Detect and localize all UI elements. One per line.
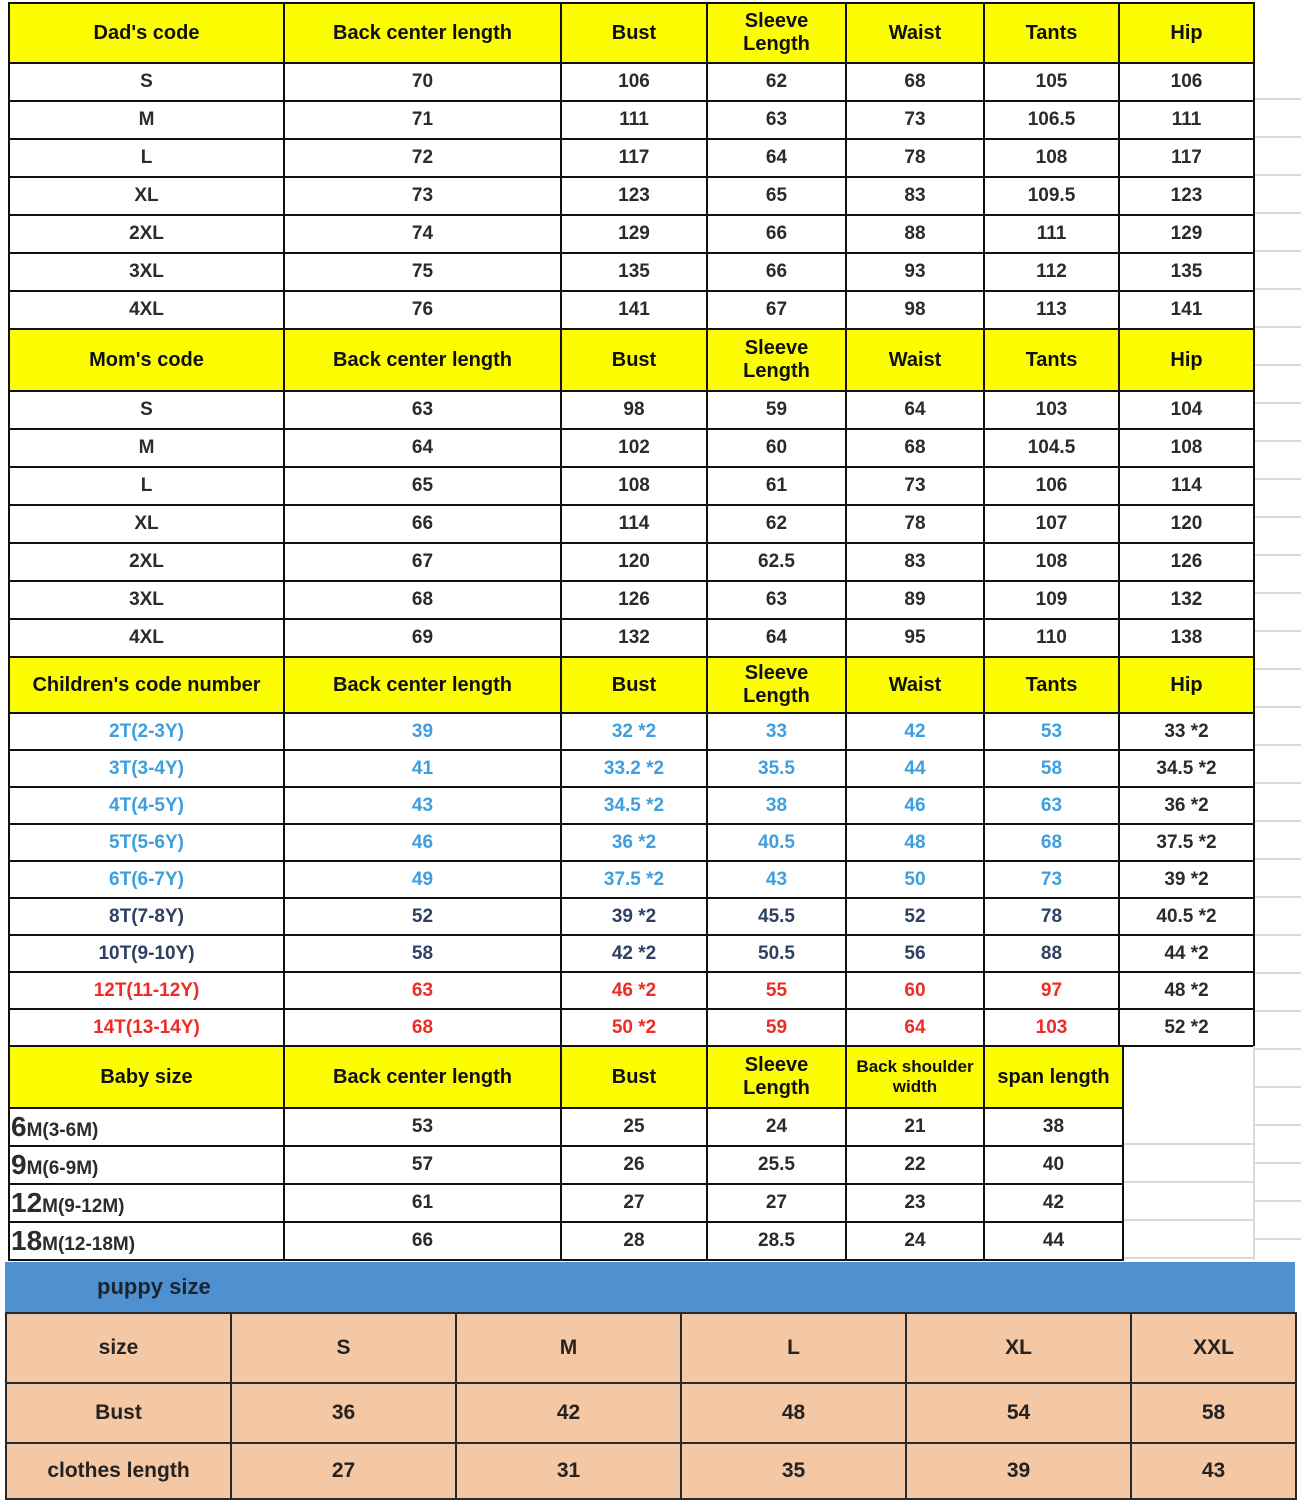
table-cell: 106 [984, 467, 1119, 505]
table-cell: 66 [707, 253, 846, 291]
table-cell: 110 [984, 619, 1119, 657]
table-cell: 31 [456, 1443, 681, 1499]
table-cell: 52 *2 [1119, 1009, 1254, 1046]
table-cell: 141 [561, 291, 707, 329]
table-cell: 95 [846, 619, 984, 657]
table-row [9, 824, 1254, 861]
table-cell: 58 [284, 935, 561, 972]
spreadsheet-gridline-vertical [1253, 1046, 1255, 1260]
table-cell: 117 [1119, 139, 1254, 177]
table-cell: 112 [984, 253, 1119, 291]
table-cell: 53 [284, 1108, 561, 1146]
table-cell: 63 [284, 972, 561, 1009]
table-cell: 135 [561, 253, 707, 291]
table-cell: 48 *2 [1119, 972, 1254, 1009]
table-cell: 3XL [9, 581, 284, 619]
table-cell: 111 [984, 215, 1119, 253]
table-cell: 52 [846, 898, 984, 935]
table-cell: 67 [707, 291, 846, 329]
table-cell: 106 [1119, 63, 1254, 101]
table-cell: XL [9, 177, 284, 215]
table-cell: 109.5 [984, 177, 1119, 215]
table-cell: 50.5 [707, 935, 846, 972]
table-cell: 120 [561, 543, 707, 581]
table-cell: 36 *2 [561, 824, 707, 861]
table-cell: 69 [284, 619, 561, 657]
table-cell: 42 *2 [561, 935, 707, 972]
table-cell: 33.2 *2 [561, 750, 707, 787]
table-cell: 61 [707, 467, 846, 505]
table-cell: 104.5 [984, 429, 1119, 467]
table-cell: 57 [284, 1146, 561, 1184]
table-cell: 37.5 *2 [1119, 824, 1254, 861]
baby-header-row [9, 1046, 1123, 1108]
header-cell: Hip [1119, 329, 1254, 391]
table-cell: 111 [1119, 101, 1254, 139]
table-row [9, 972, 1254, 1009]
header-cell: Waist [846, 329, 984, 391]
table-cell: 73 [984, 861, 1119, 898]
table-cell: M [9, 429, 284, 467]
table-cell: 44 [984, 1222, 1123, 1260]
table-cell: 35.5 [707, 750, 846, 787]
table-cell: 126 [1119, 543, 1254, 581]
table-cell: 102 [561, 429, 707, 467]
table-cell: 3XL [9, 253, 284, 291]
table-cell: 97 [984, 972, 1119, 1009]
table-cell: 65 [707, 177, 846, 215]
baby-size-table [8, 1045, 1124, 1261]
table-cell: 108 [561, 467, 707, 505]
header-cell: Back shoulder width [846, 1046, 984, 1108]
table-row [6, 1443, 1296, 1499]
table-cell: 113 [984, 291, 1119, 329]
table-cell: 132 [1119, 581, 1254, 619]
table-cell: 88 [984, 935, 1119, 972]
table-cell: 103 [984, 391, 1119, 429]
table-cell: 60 [707, 429, 846, 467]
table-cell: 76 [284, 291, 561, 329]
table-cell: 59 [707, 391, 846, 429]
table-cell: 78 [984, 898, 1119, 935]
table-row [9, 1108, 1123, 1146]
table-row [9, 935, 1254, 972]
table-cell: L [9, 139, 284, 177]
table-cell: 33 [707, 713, 846, 750]
table-cell: 66 [284, 1222, 561, 1260]
header-cell: Hip [1119, 3, 1254, 63]
table-cell: 40.5 *2 [1119, 898, 1254, 935]
table-row [9, 750, 1254, 787]
table-cell: 44 [846, 750, 984, 787]
header-cell: Bust [561, 3, 707, 63]
table-cell: 43 [707, 861, 846, 898]
table-cell: 14T(13-14Y) [9, 1009, 284, 1046]
table-cell: 34.5 *2 [561, 787, 707, 824]
table-cell: 35 [681, 1443, 906, 1499]
table-cell: 107 [984, 505, 1119, 543]
table-cell: 64 [846, 1009, 984, 1046]
cell-prefix: 9 [11, 1149, 27, 1180]
table-cell: 9M(6-9M) [9, 1146, 284, 1184]
dad-size-table [8, 2, 1255, 330]
table-cell: 68 [284, 1009, 561, 1046]
header-cell: Tants [984, 329, 1119, 391]
table-cell: 12M(9-12M) [9, 1184, 284, 1222]
table-row [9, 63, 1254, 101]
table-cell: 38 [984, 1108, 1123, 1146]
table-row [9, 139, 1254, 177]
table-cell: 4T(4-5Y) [9, 787, 284, 824]
table-cell: 25 [561, 1108, 707, 1146]
table-cell: 60 [846, 972, 984, 1009]
table-cell: 67 [284, 543, 561, 581]
table-cell: 73 [284, 177, 561, 215]
table-cell: 48 [681, 1383, 906, 1443]
table-row [9, 1222, 1123, 1260]
table-cell: 42 [846, 713, 984, 750]
table-cell: 42 [984, 1184, 1123, 1222]
table-row [6, 1313, 1296, 1383]
table-row [9, 713, 1254, 750]
table-row [9, 291, 1254, 329]
header-cell: Bust [561, 1046, 707, 1108]
table-cell: XXL [1131, 1313, 1296, 1383]
table-row [9, 505, 1254, 543]
table-row [9, 787, 1254, 824]
table-cell: 62 [707, 505, 846, 543]
table-row [9, 543, 1254, 581]
table-cell: 42 [456, 1383, 681, 1443]
table-cell: 70 [284, 63, 561, 101]
header-cell: Sleeve Length [707, 1046, 846, 1108]
table-cell: 40 [984, 1146, 1123, 1184]
table-cell: 89 [846, 581, 984, 619]
table-row [9, 581, 1254, 619]
table-cell: S [9, 391, 284, 429]
table-cell: 55 [707, 972, 846, 1009]
table-cell: 43 [284, 787, 561, 824]
table-cell: 27 [707, 1184, 846, 1222]
table-cell: 68 [846, 63, 984, 101]
table-cell: 105 [984, 63, 1119, 101]
mom-header-row [9, 329, 1254, 391]
table-cell: 50 [846, 861, 984, 898]
header-cell: Sleeve Length [707, 3, 846, 63]
table-cell: 63 [707, 581, 846, 619]
table-cell: 59 [707, 1009, 846, 1046]
header-cell: Mom's code [9, 329, 284, 391]
table-cell: 44 *2 [1119, 935, 1254, 972]
table-cell: 10T(9-10Y) [9, 935, 284, 972]
table-cell: 26 [561, 1146, 707, 1184]
header-cell: Back center length [284, 3, 561, 63]
table-cell: 4XL [9, 619, 284, 657]
table-cell: 62 [707, 63, 846, 101]
table-cell: 72 [284, 139, 561, 177]
header-cell: Back center length [284, 1046, 561, 1108]
table-cell: size [6, 1313, 231, 1383]
table-row [9, 1009, 1254, 1046]
header-cell: Bust [561, 329, 707, 391]
header-cell: Back center length [284, 657, 561, 713]
table-cell: 24 [846, 1222, 984, 1260]
table-cell: 114 [1119, 467, 1254, 505]
children-header-row [9, 657, 1254, 713]
table-cell: 6M(3-6M) [9, 1108, 284, 1146]
table-row [9, 215, 1254, 253]
table-row [9, 391, 1254, 429]
header-cell: Baby size [9, 1046, 284, 1108]
table-cell: 12T(11-12Y) [9, 972, 284, 1009]
table-cell: 106.5 [984, 101, 1119, 139]
table-row [9, 898, 1254, 935]
table-cell: 68 [284, 581, 561, 619]
table-cell: 21 [846, 1108, 984, 1146]
table-row [9, 861, 1254, 898]
table-cell: 39 [906, 1443, 1131, 1499]
spreadsheet-gridlines-baby [1124, 1107, 1253, 1260]
puppy-size-title: puppy size [97, 1274, 211, 1299]
cell-prefix: 6 [11, 1111, 27, 1142]
table-cell: 106 [561, 63, 707, 101]
table-cell: 49 [284, 861, 561, 898]
table-cell: 98 [846, 291, 984, 329]
table-cell: L [9, 467, 284, 505]
header-cell: Tants [984, 3, 1119, 63]
header-cell: Hip [1119, 657, 1254, 713]
table-cell: 78 [846, 505, 984, 543]
table-row [9, 101, 1254, 139]
table-cell: 108 [1119, 429, 1254, 467]
table-cell: 103 [984, 1009, 1119, 1046]
table-cell: 73 [846, 101, 984, 139]
table-cell: 129 [561, 215, 707, 253]
table-row [9, 1146, 1123, 1184]
table-cell: 40.5 [707, 824, 846, 861]
table-cell: 88 [846, 215, 984, 253]
table-row [9, 429, 1254, 467]
table-cell: 52 [284, 898, 561, 935]
table-cell: 38 [707, 787, 846, 824]
table-cell: 3T(3-4Y) [9, 750, 284, 787]
table-cell: 46 [846, 787, 984, 824]
table-row [6, 1383, 1296, 1443]
header-cell: Back center length [284, 329, 561, 391]
table-cell: 104 [1119, 391, 1254, 429]
table-cell: 58 [1131, 1383, 1296, 1443]
table-cell: 138 [1119, 619, 1254, 657]
table-cell: 37.5 *2 [561, 861, 707, 898]
table-cell: 39 [284, 713, 561, 750]
table-cell: 73 [846, 467, 984, 505]
table-cell: 28.5 [707, 1222, 846, 1260]
table-cell: 23 [846, 1184, 984, 1222]
table-cell: 65 [284, 467, 561, 505]
table-cell: 39 *2 [1119, 861, 1254, 898]
table-cell: 123 [1119, 177, 1254, 215]
table-cell: 5T(5-6Y) [9, 824, 284, 861]
table-cell: 34.5 *2 [1119, 750, 1254, 787]
table-cell: 75 [284, 253, 561, 291]
table-cell: 108 [984, 139, 1119, 177]
table-cell: 46 *2 [561, 972, 707, 1009]
table-cell: S [231, 1313, 456, 1383]
table-row [9, 467, 1254, 505]
cell-prefix: 12 [11, 1187, 43, 1218]
header-cell: Dad's code [9, 3, 284, 63]
puppy-size-table [5, 1312, 1297, 1500]
table-cell: 8T(7-8Y) [9, 898, 284, 935]
table-cell: 117 [561, 139, 707, 177]
table-cell: 27 [561, 1184, 707, 1222]
table-cell: 141 [1119, 291, 1254, 329]
table-cell: Bust [6, 1383, 231, 1443]
table-cell: 61 [284, 1184, 561, 1222]
header-cell: span length [984, 1046, 1123, 1108]
table-cell: 123 [561, 177, 707, 215]
table-cell: 68 [846, 429, 984, 467]
table-cell: 36 *2 [1119, 787, 1254, 824]
cell-prefix: 18 [11, 1225, 43, 1256]
table-cell: 109 [984, 581, 1119, 619]
table-cell: 50 *2 [561, 1009, 707, 1046]
table-cell: 63 [984, 787, 1119, 824]
table-cell: 93 [846, 253, 984, 291]
table-cell: 71 [284, 101, 561, 139]
table-cell: 126 [561, 581, 707, 619]
table-cell: 28 [561, 1222, 707, 1260]
table-cell: 83 [846, 543, 984, 581]
table-cell: 45.5 [707, 898, 846, 935]
table-cell: 39 *2 [561, 898, 707, 935]
table-cell: 98 [561, 391, 707, 429]
table-row [9, 619, 1254, 657]
header-cell: Sleeve Length [707, 657, 846, 713]
table-cell: 78 [846, 139, 984, 177]
table-cell: 74 [284, 215, 561, 253]
table-row [9, 253, 1254, 291]
table-cell: 62.5 [707, 543, 846, 581]
table-cell: 24 [707, 1108, 846, 1146]
table-cell: clothes length [6, 1443, 231, 1499]
table-cell: 63 [284, 391, 561, 429]
table-cell: 58 [984, 750, 1119, 787]
table-cell: 43 [1131, 1443, 1296, 1499]
table-cell: 129 [1119, 215, 1254, 253]
mom-size-table [8, 328, 1255, 658]
table-cell: 56 [846, 935, 984, 972]
table-cell: S [9, 63, 284, 101]
table-cell: 2T(2-3Y) [9, 713, 284, 750]
children-size-table [8, 656, 1255, 1047]
table-cell: 120 [1119, 505, 1254, 543]
table-cell: L [681, 1313, 906, 1383]
table-cell: 32 *2 [561, 713, 707, 750]
table-cell: 48 [846, 824, 984, 861]
table-cell: M [9, 101, 284, 139]
table-cell: XL [9, 505, 284, 543]
table-cell: 64 [707, 619, 846, 657]
header-cell: Sleeve Length [707, 329, 846, 391]
table-cell: 68 [984, 824, 1119, 861]
table-cell: 108 [984, 543, 1119, 581]
header-cell: Bust [561, 657, 707, 713]
table-cell: 22 [846, 1146, 984, 1184]
table-cell: 18M(12-18M) [9, 1222, 284, 1260]
header-cell: Children's code number [9, 657, 284, 713]
table-cell: M [456, 1313, 681, 1383]
table-row [9, 1184, 1123, 1222]
table-cell: 46 [284, 824, 561, 861]
table-cell: 132 [561, 619, 707, 657]
table-cell: 2XL [9, 543, 284, 581]
table-cell: 4XL [9, 291, 284, 329]
table-cell: 64 [284, 429, 561, 467]
table-cell: 2XL [9, 215, 284, 253]
header-cell: Waist [846, 657, 984, 713]
table-cell: 41 [284, 750, 561, 787]
table-cell: 64 [846, 391, 984, 429]
table-cell: 25.5 [707, 1146, 846, 1184]
table-cell: 54 [906, 1383, 1131, 1443]
puppy-size-banner [5, 1262, 1295, 1312]
table-cell: 27 [231, 1443, 456, 1499]
table-cell: 63 [707, 101, 846, 139]
table-cell: 53 [984, 713, 1119, 750]
table-cell: 114 [561, 505, 707, 543]
table-cell: 111 [561, 101, 707, 139]
table-cell: 36 [231, 1383, 456, 1443]
table-cell: 66 [284, 505, 561, 543]
table-cell: 33 *2 [1119, 713, 1254, 750]
table-cell: 66 [707, 215, 846, 253]
table-cell: XL [906, 1313, 1131, 1383]
table-cell: 6T(6-7Y) [9, 861, 284, 898]
table-row [9, 177, 1254, 215]
table-cell: 83 [846, 177, 984, 215]
header-cell: Tants [984, 657, 1119, 713]
header-cell: Waist [846, 3, 984, 63]
table-cell: 64 [707, 139, 846, 177]
dad-header-row [9, 3, 1254, 63]
spreadsheet-gridlines-right [1255, 62, 1301, 1260]
table-cell: 135 [1119, 253, 1254, 291]
